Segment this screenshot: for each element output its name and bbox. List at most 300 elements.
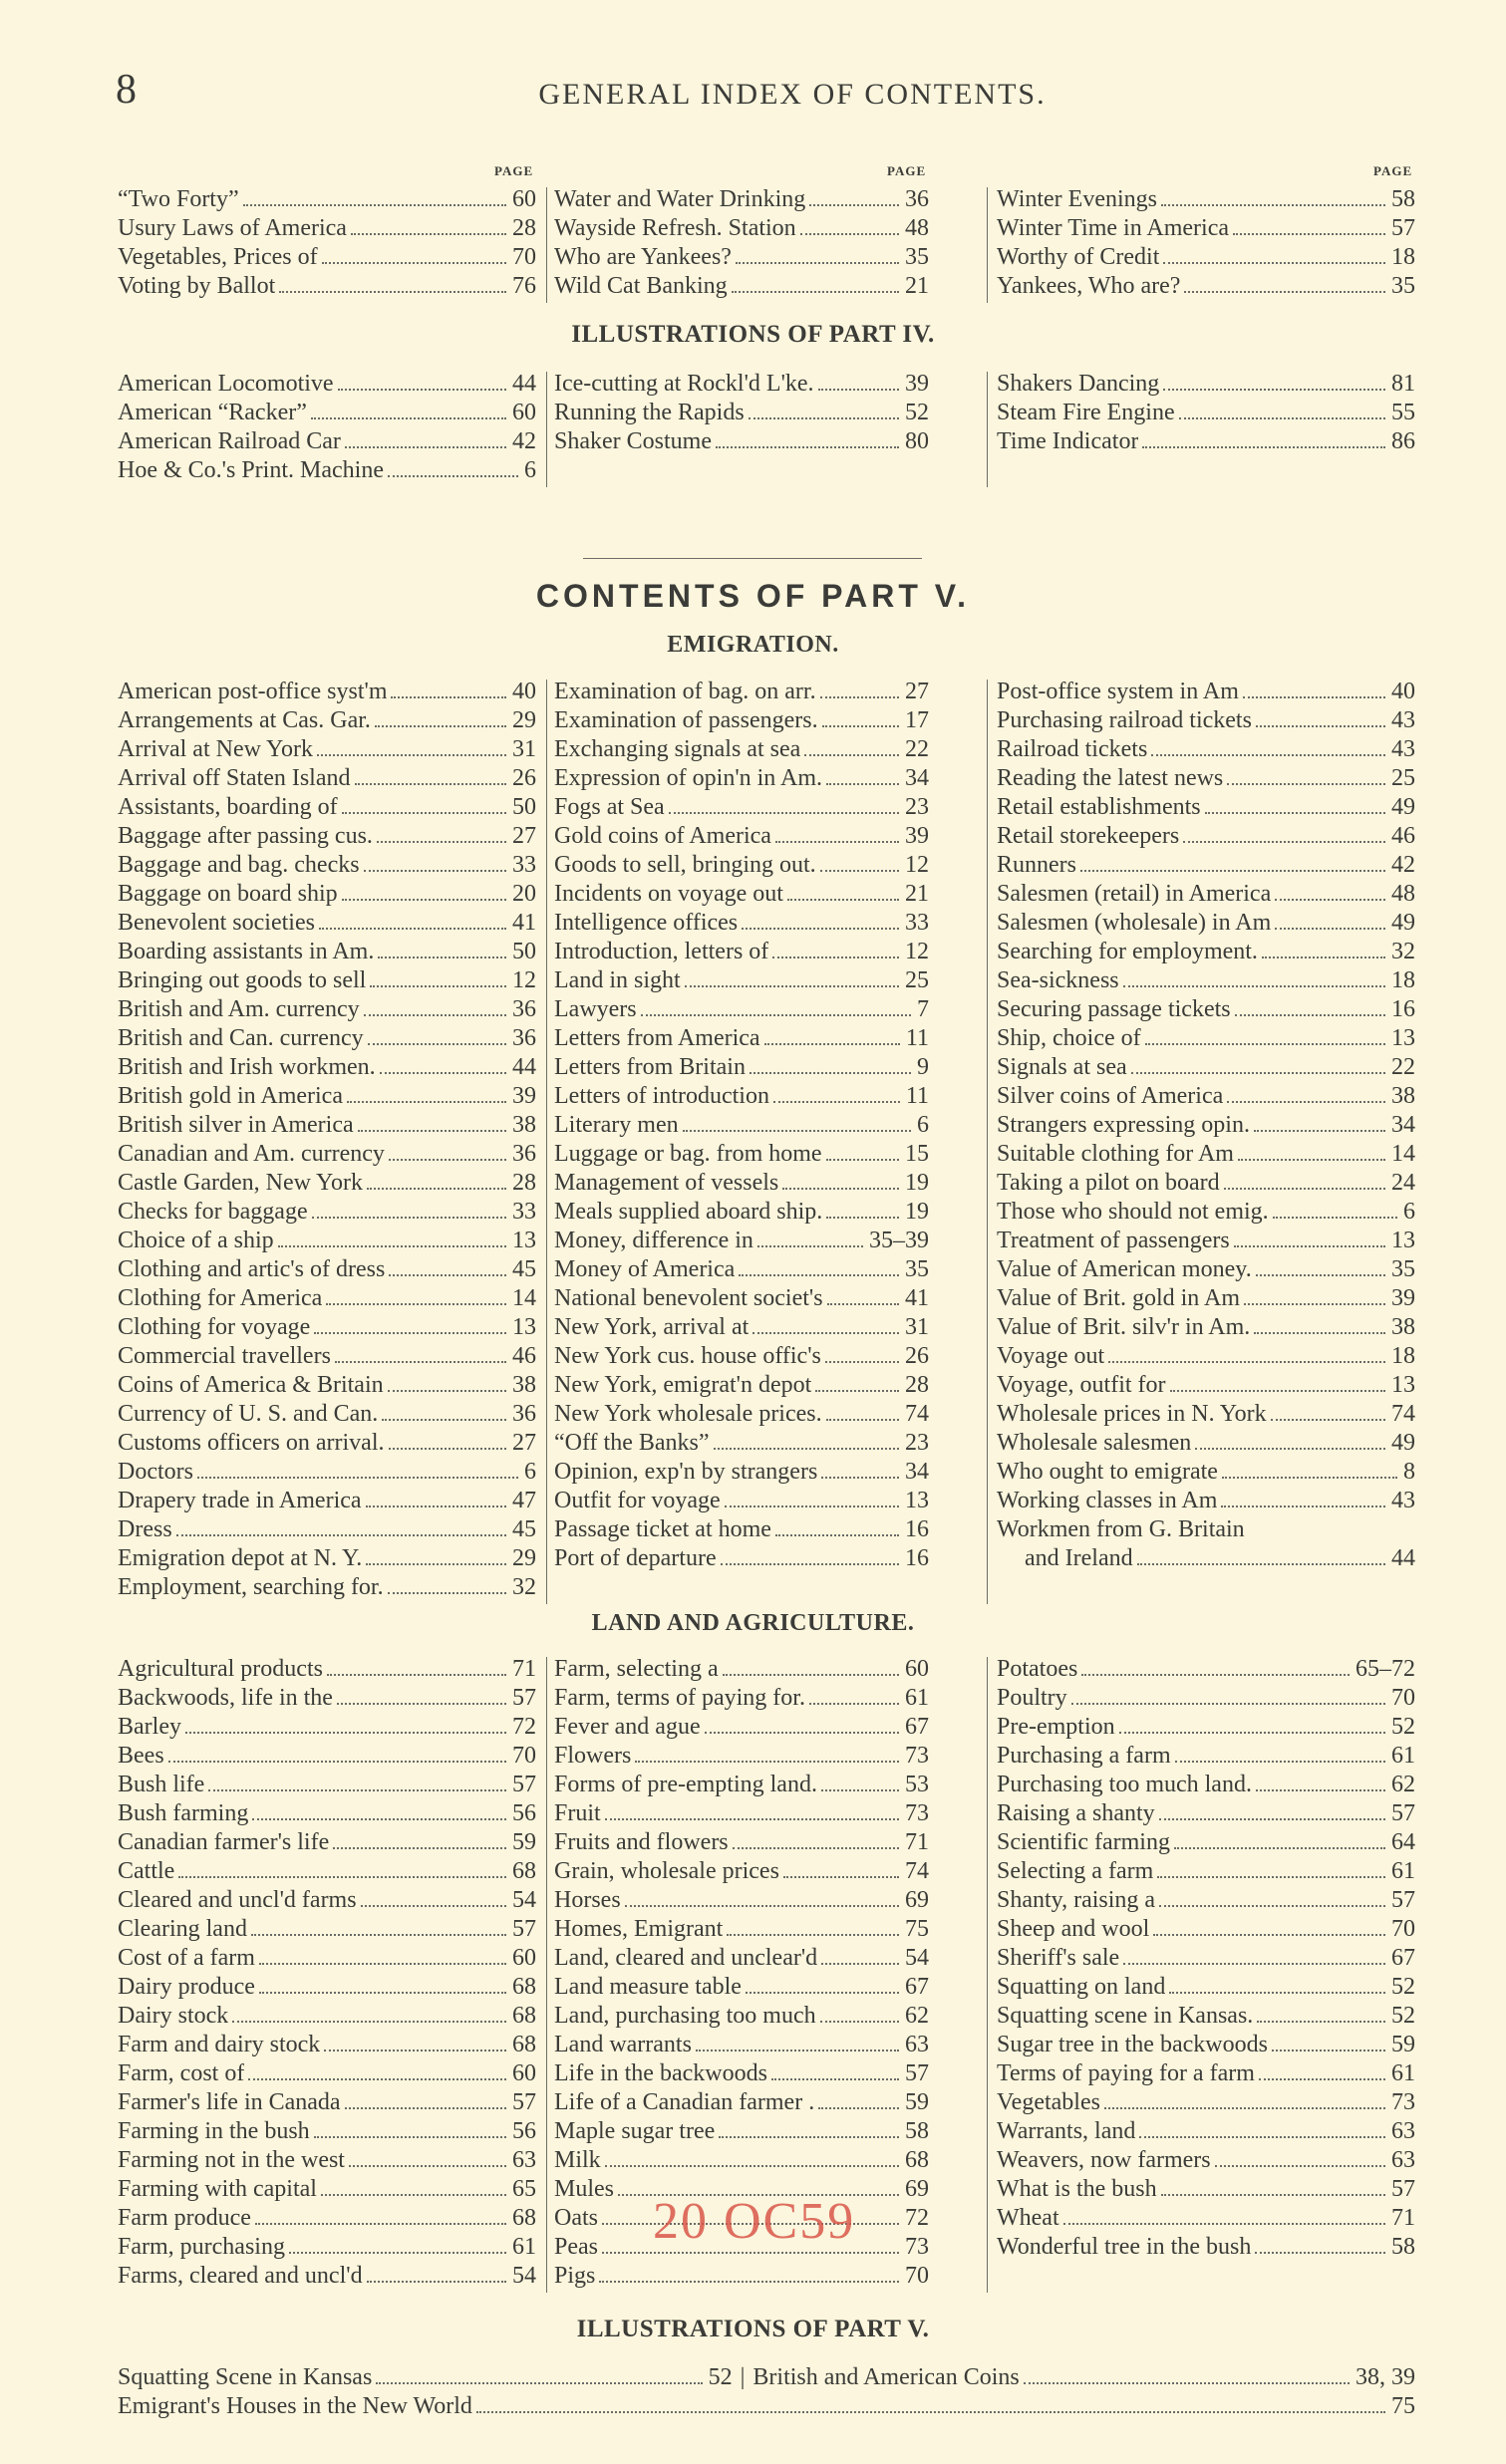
entry-page: 32 xyxy=(1391,939,1415,964)
index-entry xyxy=(118,2059,536,2088)
entry-page: 70 xyxy=(512,244,536,270)
entry-page: 39 xyxy=(905,371,929,397)
dot-leader xyxy=(809,1703,899,1705)
entry-page: 63 xyxy=(1391,2118,1415,2144)
entry-label: Currency of U. S. and Can. xyxy=(118,1401,379,1427)
entry-label: Farms, cleared and uncl'd xyxy=(118,2263,363,2289)
dot-leader xyxy=(347,1101,506,1103)
entry-page: 67 xyxy=(905,1714,929,1740)
entry-page: 12 xyxy=(905,852,929,878)
dot-leader xyxy=(355,783,507,785)
index-entry xyxy=(997,1313,1415,1342)
entry-label: British silver in America xyxy=(118,1112,354,1138)
entry-page: 21 xyxy=(905,273,929,299)
dot-leader xyxy=(1221,1506,1385,1507)
index-entry xyxy=(997,1515,1415,1544)
dot-leader xyxy=(1227,783,1385,785)
entry-label: Taking a pilot on board xyxy=(997,1170,1220,1196)
entry-label: Securing passage tickets xyxy=(997,996,1231,1022)
dot-leader xyxy=(476,2411,1385,2413)
entry-label: Purchasing railroad tickets xyxy=(997,707,1252,733)
index-entry xyxy=(118,370,536,399)
dot-leader xyxy=(324,2050,506,2052)
index-entry xyxy=(118,1255,536,1284)
index-entry xyxy=(118,1400,536,1429)
entry-label: New York, emigrat'n depot xyxy=(554,1372,812,1398)
entry-page: 61 xyxy=(512,2234,536,2260)
entry-label: Selecting a farm xyxy=(997,1858,1154,1884)
entry-page: 74 xyxy=(905,1858,929,1884)
index-entry xyxy=(997,851,1415,880)
dot-leader xyxy=(685,985,899,987)
dot-leader xyxy=(178,1876,506,1878)
dot-leader xyxy=(773,1101,900,1103)
entry-label: Life of a Canadian farmer . xyxy=(554,2089,815,2115)
index-entry xyxy=(997,2088,1415,2117)
entry-page: 57 xyxy=(1391,1800,1415,1826)
dot-leader xyxy=(1215,2165,1385,2167)
entry-label: Boarding assistants in Am. xyxy=(118,939,375,964)
entry-page: 38 xyxy=(1391,1083,1415,1109)
entry-label: Wayside Refresh. Station xyxy=(554,215,796,241)
entry-label: Land, cleared and unclear'd xyxy=(554,1945,818,1971)
entry-label: Steam Fire Engine xyxy=(997,400,1175,425)
dot-leader xyxy=(787,899,899,901)
entry-page: 68 xyxy=(905,2147,929,2173)
dot-leader xyxy=(705,1732,899,1734)
index-entry xyxy=(997,185,1415,214)
index-entry xyxy=(554,1857,929,1886)
index-entry xyxy=(118,2031,536,2059)
index-entry xyxy=(554,678,929,706)
entry-page: 39 xyxy=(512,1083,536,1109)
dot-leader xyxy=(683,1130,911,1132)
entry-label: Coins of America & Britain xyxy=(118,1372,384,1398)
entry-label: “Off the Banks” xyxy=(554,1430,710,1456)
entry-label: Potatoes xyxy=(997,1656,1078,1682)
entry-label: Vegetables, Prices of xyxy=(118,244,318,270)
index-entry xyxy=(118,1342,536,1371)
index-entry xyxy=(997,1169,1415,1198)
entry-label: Grain, wholesale prices xyxy=(554,1858,779,1884)
index-entry xyxy=(554,1771,929,1799)
entry-page: 38 xyxy=(1391,1314,1415,1340)
entry-page: 52 xyxy=(708,2364,733,2390)
index-column xyxy=(997,370,1415,456)
dot-leader xyxy=(278,1245,506,1247)
entry-label: Yankees, Who are? xyxy=(997,273,1181,299)
entry-label: Arrival off Staten Island xyxy=(118,765,351,791)
index-entry xyxy=(554,185,929,214)
entry-page: 43 xyxy=(1391,1488,1415,1513)
entry-label: Castle Garden, New York xyxy=(118,1170,363,1196)
entry-page: 27 xyxy=(905,679,929,704)
entry-label: Canadian farmer's life xyxy=(118,1829,330,1855)
dot-leader xyxy=(746,1992,899,1994)
index-entry xyxy=(997,1400,1415,1429)
index-entry xyxy=(997,1857,1415,1886)
entry-page: 49 xyxy=(1391,910,1415,936)
entry-page: 46 xyxy=(512,1343,536,1369)
index-entry xyxy=(118,1886,536,1915)
dot-leader xyxy=(376,2382,702,2384)
entry-label: Clothing and artic's of dress xyxy=(118,1256,386,1282)
dot-leader xyxy=(375,725,506,727)
dot-leader xyxy=(1256,1789,1385,1791)
index-entry xyxy=(997,272,1415,301)
index-entry xyxy=(118,909,536,938)
dot-leader xyxy=(342,812,506,814)
index-entry xyxy=(554,793,929,822)
entry-label: Milk xyxy=(554,2147,601,2173)
index-entry xyxy=(997,1973,1415,2002)
entry-page: 12 xyxy=(512,967,536,993)
index-entry xyxy=(997,1828,1415,1857)
dot-leader xyxy=(345,446,506,448)
dot-leader xyxy=(732,291,899,293)
index-entry xyxy=(997,1111,1415,1140)
entry-label: Maple sugar tree xyxy=(554,2118,716,2144)
entry-label: Examination of bag. on arr. xyxy=(554,679,816,704)
entry-page: 71 xyxy=(512,1656,536,1682)
entry-page: 6 xyxy=(524,1459,536,1485)
entry-label: Incidents on voyage out xyxy=(554,881,783,907)
index-entry xyxy=(997,1742,1415,1771)
entry-label: Fruit xyxy=(554,1800,601,1826)
dot-leader xyxy=(289,2252,506,2254)
dot-leader xyxy=(804,754,899,756)
index-entry xyxy=(118,851,536,880)
index-entry xyxy=(118,1284,536,1313)
entry-page: 32 xyxy=(512,1574,536,1600)
dot-leader xyxy=(358,1130,506,1132)
index-entry xyxy=(118,243,536,272)
dot-leader xyxy=(1222,1477,1397,1479)
index-entry xyxy=(554,1544,929,1573)
entry-page: 40 xyxy=(1391,679,1415,704)
entry-label: Letters of introduction xyxy=(554,1083,769,1109)
index-entry xyxy=(997,938,1415,966)
entry-label: British and American Coins xyxy=(753,2364,1020,2390)
entry-page: 61 xyxy=(1391,2060,1415,2086)
dot-leader xyxy=(822,725,899,727)
entry-page: 38, 39 xyxy=(1355,2364,1416,2390)
entry-label: Poultry xyxy=(997,1685,1067,1711)
index-entry xyxy=(997,2175,1415,2204)
index-entry xyxy=(997,1655,1415,1684)
dot-leader xyxy=(1081,1674,1350,1676)
index-column xyxy=(554,185,929,301)
index-entry xyxy=(554,1515,929,1544)
entry-label: Barley xyxy=(118,1714,181,1740)
index-entry xyxy=(997,1429,1415,1458)
entry-page: 49 xyxy=(1391,1430,1415,1456)
entry-label: Farming not in the west xyxy=(118,2147,345,2173)
index-entry xyxy=(554,1713,929,1742)
entry-page: 67 xyxy=(905,1974,929,2000)
entry-label: Treatment of passengers xyxy=(997,1228,1230,1253)
index-entry xyxy=(554,1313,929,1342)
entry-label: National benevolent societ's xyxy=(554,1285,823,1311)
index-entry xyxy=(554,1828,929,1857)
index-entry xyxy=(118,214,536,243)
entry-page: 58 xyxy=(1391,2234,1415,2260)
dot-leader xyxy=(1139,2136,1385,2138)
entry-page: 20 xyxy=(512,881,536,907)
entry-label: Fruits and flowers xyxy=(554,1829,729,1855)
entry-label: Bringing out goods to sell xyxy=(118,967,367,993)
dot-leader xyxy=(252,1818,506,1820)
entry-label: Shakers Dancing xyxy=(997,371,1160,397)
entry-page: 68 xyxy=(512,1858,536,1884)
entry-page: 42 xyxy=(1391,852,1415,878)
entry-label: Forms of pre-empting land. xyxy=(554,1772,817,1797)
dot-leader xyxy=(1257,2021,1385,2023)
index-entry xyxy=(118,2175,536,2204)
entry-label: Fogs at Sea xyxy=(554,794,665,820)
entry-label: Salesmen (wholesale) in Am xyxy=(997,910,1272,936)
entry-label: Clothing for voyage xyxy=(118,1314,311,1340)
dot-leader xyxy=(1227,1101,1385,1103)
entry-label: Farm, cost of xyxy=(118,2060,245,2086)
index-entry xyxy=(118,1944,536,1973)
entry-label: Pre-emption xyxy=(997,1714,1115,1740)
dot-leader xyxy=(1205,812,1385,814)
index-entry xyxy=(118,706,536,735)
entry-page: 52 xyxy=(1391,1714,1415,1740)
entry-label: Management of vessels xyxy=(554,1170,779,1196)
entry-label: Intelligence offices xyxy=(554,910,739,936)
dot-leader xyxy=(1234,1245,1385,1247)
entry-label: Searching for employment. xyxy=(997,939,1258,964)
separator: | xyxy=(740,2364,746,2390)
entry-page: 33 xyxy=(512,852,536,878)
dot-leader xyxy=(279,291,506,293)
dot-leader xyxy=(319,928,506,930)
index-entry xyxy=(118,966,536,995)
entry-page: 57 xyxy=(1391,2176,1415,2202)
entry-page: 48 xyxy=(905,215,929,241)
dot-leader xyxy=(380,1072,506,1074)
dot-leader xyxy=(775,1534,899,1536)
entry-label: Land in sight xyxy=(554,967,681,993)
entry-page: 63 xyxy=(512,2147,536,2173)
index-entry xyxy=(118,1140,536,1169)
dot-leader xyxy=(605,1818,899,1820)
entry-label: Retail storekeepers xyxy=(997,823,1180,849)
index-entry xyxy=(118,678,536,706)
entry-label: Water and Water Drinking xyxy=(554,186,806,212)
index-entry xyxy=(554,1400,929,1429)
index-entry xyxy=(118,1198,536,1227)
entry-page: 49 xyxy=(1391,794,1415,820)
entry-page: 56 xyxy=(512,2118,536,2144)
entry-label: Those who should not emig. xyxy=(997,1199,1269,1225)
index-entry xyxy=(997,1799,1415,1828)
index-entry xyxy=(554,1024,929,1053)
dot-leader xyxy=(771,2078,899,2080)
entry-page: 48 xyxy=(1391,881,1415,907)
entry-page: 18 xyxy=(1391,244,1415,270)
index-entry xyxy=(997,1713,1415,1742)
entry-page: 69 xyxy=(905,2176,929,2202)
index-column xyxy=(997,678,1415,1573)
index-entry xyxy=(997,2117,1415,2146)
dot-leader xyxy=(1271,1419,1385,1421)
index-entry xyxy=(997,2233,1415,2262)
index-entry xyxy=(554,1227,929,1255)
entry-page: 26 xyxy=(905,1343,929,1369)
index-entry xyxy=(997,1458,1415,1487)
entry-page: 35 xyxy=(905,244,929,270)
entry-label: Value of Brit. gold in Am xyxy=(997,1285,1240,1311)
entry-page: 13 xyxy=(512,1314,536,1340)
entry-page: 72 xyxy=(512,1714,536,1740)
entry-label: New York, arrival at xyxy=(554,1314,750,1340)
entry-page: 63 xyxy=(905,2032,929,2057)
dot-leader xyxy=(1275,899,1385,901)
dot-leader xyxy=(1233,233,1385,235)
dot-leader xyxy=(185,1732,506,1734)
section-divider xyxy=(583,558,922,559)
entry-label: Baggage after passing cus. xyxy=(118,823,373,849)
entry-page: 57 xyxy=(905,2060,929,2086)
entry-page: 22 xyxy=(905,736,929,762)
entry-label: Ship, choice of xyxy=(997,1025,1141,1051)
index-entry xyxy=(118,1082,536,1111)
index-entry xyxy=(554,735,929,764)
entry-page: 34 xyxy=(905,1459,929,1485)
entry-page: 21 xyxy=(905,881,929,907)
entry-page: 23 xyxy=(905,794,929,820)
column-divider xyxy=(546,680,547,1604)
index-entry xyxy=(997,214,1415,243)
dot-leader xyxy=(1183,841,1385,843)
dot-leader xyxy=(775,841,899,843)
dot-leader xyxy=(800,233,899,235)
dot-leader xyxy=(826,783,899,785)
entry-label: Employment, searching for. xyxy=(118,1574,384,1600)
index-entry xyxy=(997,1198,1415,1227)
dot-leader xyxy=(1244,1303,1385,1305)
entry-label: Usury Laws of America xyxy=(118,215,347,241)
index-entry xyxy=(118,1973,536,2002)
index-entry xyxy=(554,938,929,966)
index-entry xyxy=(554,427,929,456)
index-entry xyxy=(997,678,1415,706)
dot-leader xyxy=(361,1905,506,1907)
dot-leader xyxy=(1238,1159,1385,1161)
entry-page: 16 xyxy=(905,1516,929,1542)
page-title: GENERAL INDEX OF CONTENTS. xyxy=(538,78,1047,111)
index-entry xyxy=(554,399,929,427)
entry-page: 70 xyxy=(1391,1685,1415,1711)
dot-leader xyxy=(716,446,899,448)
part-v-title: CONTENTS OF PART V. xyxy=(535,578,971,614)
entry-label: Purchasing too much land. xyxy=(997,1772,1252,1797)
dot-leader xyxy=(1256,725,1385,727)
dot-leader xyxy=(389,1159,506,1161)
entry-label: “Two Forty” xyxy=(118,186,239,212)
entry-page: 6 xyxy=(524,457,536,483)
entry-page: 72 xyxy=(905,2205,929,2231)
dot-leader xyxy=(366,1506,506,1507)
dot-leader xyxy=(251,1934,506,1936)
entry-page: 74 xyxy=(1391,1401,1415,1427)
entry-page: 59 xyxy=(512,1829,536,1855)
dot-leader xyxy=(1153,1934,1385,1936)
index-entry xyxy=(554,1111,929,1140)
entry-page: 13 xyxy=(512,1228,536,1253)
index-entry xyxy=(997,735,1415,764)
index-entry xyxy=(118,1111,536,1140)
dot-leader xyxy=(1175,1761,1385,1763)
index-entry xyxy=(118,2088,536,2117)
index-entry xyxy=(554,272,929,301)
entry-page: 9 xyxy=(917,1054,929,1080)
dot-leader xyxy=(1145,1043,1385,1045)
entry-label: Gold coins of America xyxy=(554,823,771,849)
dot-leader xyxy=(1255,2252,1385,2254)
dot-leader xyxy=(721,1563,899,1565)
dot-leader xyxy=(1174,1847,1385,1849)
dot-leader xyxy=(1254,1130,1385,1132)
dot-leader xyxy=(1273,1217,1397,1219)
index-entry xyxy=(118,1024,536,1053)
index-column xyxy=(554,678,929,1573)
entry-label: Farm, purchasing xyxy=(118,2234,285,2260)
entry-label: Sugar tree in the backwoods xyxy=(997,2032,1268,2057)
entry-label: Worthy of Credit xyxy=(997,244,1160,270)
index-entry xyxy=(118,1544,536,1573)
entry-page: 62 xyxy=(1391,1772,1415,1797)
entry-page: 28 xyxy=(512,1170,536,1196)
dot-leader xyxy=(349,2165,506,2167)
entry-label: Oats xyxy=(554,2205,598,2231)
index-entry xyxy=(118,456,536,485)
index-entry xyxy=(997,995,1415,1024)
entry-page: 54 xyxy=(512,1887,536,1913)
index-entry xyxy=(118,1227,536,1255)
dot-leader xyxy=(322,262,506,264)
dot-leader xyxy=(736,262,899,264)
entry-label: Money, difference in xyxy=(554,1228,753,1253)
dot-leader xyxy=(1179,417,1385,419)
entry-page: 38 xyxy=(512,1112,536,1138)
index-column xyxy=(118,185,536,301)
entry-page: 42 xyxy=(512,428,536,454)
dot-leader xyxy=(821,1789,899,1791)
entry-label: Commercial travellers xyxy=(118,1343,331,1369)
index-entry xyxy=(554,2059,929,2088)
entry-label: Baggage on board ship xyxy=(118,881,338,907)
index-entry xyxy=(118,1313,536,1342)
entry-page: 28 xyxy=(905,1372,929,1398)
index-entry xyxy=(118,272,536,301)
entry-label: Pigs xyxy=(554,2263,596,2289)
index-entry xyxy=(997,427,1415,456)
dot-leader xyxy=(391,696,506,698)
dot-leader xyxy=(1024,2382,1350,2384)
index-entry xyxy=(554,1082,929,1111)
dot-leader xyxy=(378,957,506,958)
entry-page: 31 xyxy=(512,736,536,762)
entry-page: 86 xyxy=(1391,428,1415,454)
dot-leader xyxy=(370,985,506,987)
dot-leader xyxy=(635,1761,899,1763)
index-entry xyxy=(118,1458,536,1487)
index-entry xyxy=(997,1082,1415,1111)
